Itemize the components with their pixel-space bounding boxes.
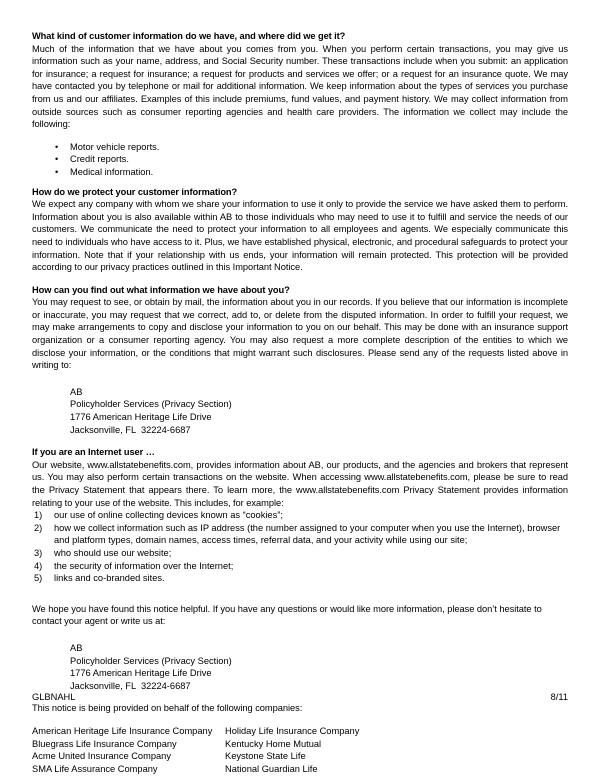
list-item-label: who should use our website; [54, 547, 172, 558]
list-item [32, 547, 568, 560]
address-line-street: 1776 American Heritage Life Drive [70, 412, 212, 423]
list-number: 1) [34, 510, 43, 521]
section-paragraph-internet-user: Our website, www.allstatebenefits.com, provides information about AB, our products, and the agencies and brokers that represent us. You may also perform certain transactions on the website. When accessing www.allstatebenefits.com, please be sure to read the Privacy Statement that appears there. To learn more, the www.allstatebenefits.com Privacy Statement provides information relating to your use of the website. This includes, for example: [32, 459, 568, 508]
table-row [32, 763, 452, 776]
address-line-street: 1776 American Heritage Life Drive [70, 668, 212, 679]
table-row [32, 738, 452, 751]
section-paragraph-find-out-information: You may request to see, or obtain by mail, the information about you in our records. If you believe that our information is incomplete or inaccurate, you may request that we correct, add to, or delete from the disputed information. In order to fulfill your request, we may make arrangements to copy and disclose your information to you on our behalf. This may be done with an insurance support organization or a consumer reporting agency. You may also request a more complete description of the entities to which we disclose your information, or the conditions that might warrant such disclosures. Please send any of the requests listed above in writing to: [32, 297, 568, 371]
list-item-label: the security of information over the Internet; [54, 560, 234, 571]
spacer [32, 274, 568, 284]
address-line-company: AB [70, 642, 83, 653]
company-name-left: Acme United Insurance Company [32, 751, 172, 762]
footer-page-number: 8/11 [550, 692, 568, 702]
bullet-icon: • [55, 166, 59, 177]
footer-form-code: GLBNAHL [32, 692, 76, 702]
list-item-label: links and co-branded sites. [54, 573, 165, 584]
document-content [32, 30, 568, 775]
list-item [32, 509, 568, 522]
company-name-right: Holiday Life Insurance Company [225, 725, 360, 736]
spacer [32, 585, 568, 603]
spacer [32, 715, 568, 725]
table-row [32, 750, 452, 763]
address-line-company: AB [70, 386, 83, 397]
list-number: 4) [34, 560, 43, 571]
list-number: 5) [34, 573, 43, 584]
section-heading-protect-information: How do we protect your customer information? [32, 186, 238, 197]
page-footer [32, 691, 568, 704]
list-item-label: how we collect information such as IP address (the number assigned to your computer when you use the Internet), browser and platform types, domain names, access times, referral data, and your activity while using our site; [54, 522, 561, 546]
list-item [32, 572, 568, 585]
list-item [32, 522, 568, 547]
address-line-city-state-zip: Jacksonville, FL 32224-6687 [70, 680, 191, 691]
spacer [32, 131, 568, 141]
address-line-city-state-zip: Jacksonville, FL 32224-6687 [70, 424, 191, 435]
company-name-right: National Guardian Life [225, 763, 318, 774]
list-number: 3) [34, 547, 43, 558]
list-number: 2) [34, 522, 43, 533]
list-item [32, 153, 568, 166]
address-line-department: Policyholder Services (Privacy Section) [70, 399, 232, 410]
spacer [32, 436, 568, 446]
section-heading-internet-user: If you are an Internet user … [32, 447, 155, 458]
list-item-label: Motor vehicle reports. [70, 141, 160, 152]
list-item-label: our use of online collecting devices known as “cookies”; [54, 510, 283, 521]
section-paragraph-customer-information: Much of the information that we have about you comes from you. When you perform certain transactions, you may give us information such as your name, address, and Social Security number. These transactions include when you submit: an application for insurance; a request for insurance; a request for products and services we offer; or a request for an insurance quote. We may have contacted you by telephone or mail for additional information. We keep information about the types of services you purchase from us and our affiliates. Examples of this include premiums, fund values, and payment history. We may collect information from outside sources such as consumer reporting agencies and health care providers. The information we collect may include the following: [32, 43, 568, 130]
closing-paragraph: We hope you have found this notice helpful. If you have any questions or would like more information, please don’t hesitate to contact your agent or write us at: [32, 603, 542, 627]
spacer [32, 628, 568, 642]
information-bullet-list [32, 141, 568, 179]
list-item [32, 166, 568, 179]
section-paragraph-protect-information: We expect any company with whom we share your information to use it only to provide the service we have asked them to perform. Information about you is also available within AB to those individuals who may need to use it to fulfill and service the needs of our customers. We communicate the need to protect your information to all employees and agents. We especially communicate this need to individuals who have access to it. Plus, we have established physical, electronic, and procedural safeguards to protect your information. Note that if your relationship with us ends, your information will remain protected. This protection will be provided according to our privacy practices outlined in this Important Notice. [32, 199, 568, 273]
spacer [32, 179, 568, 186]
list-item [32, 141, 568, 154]
section-heading-find-out-information: How can you find out what information we have about you? [32, 284, 290, 295]
address-block-requests [32, 386, 568, 436]
internet-numbered-list [32, 509, 568, 585]
list-item-label: Medical information. [70, 166, 154, 177]
company-name-left: SMA Life Assurance Company [32, 763, 158, 774]
table-row [32, 725, 452, 738]
bullet-icon: • [55, 154, 59, 165]
company-name-right: Keystone State Life [225, 751, 306, 762]
companies-table [32, 725, 452, 775]
list-item [32, 560, 568, 573]
address-block-contact [32, 642, 568, 692]
company-name-right: Kentucky Home Mutual [225, 738, 322, 749]
list-item-label: Credit reports. [70, 154, 129, 165]
company-name-left: American Heritage Life Insurance Company [32, 725, 213, 736]
section-heading-customer-information: What kind of customer information do we have, and where did we get it? [32, 31, 346, 41]
address-line-department: Policyholder Services (Privacy Section) [70, 655, 232, 666]
company-name-left: Bluegrass Life Insurance Company [32, 738, 177, 749]
bullet-icon: • [55, 141, 59, 152]
companies-intro-text: This notice is being provided on behalf of the following companies: [32, 703, 303, 714]
spacer [32, 372, 568, 386]
